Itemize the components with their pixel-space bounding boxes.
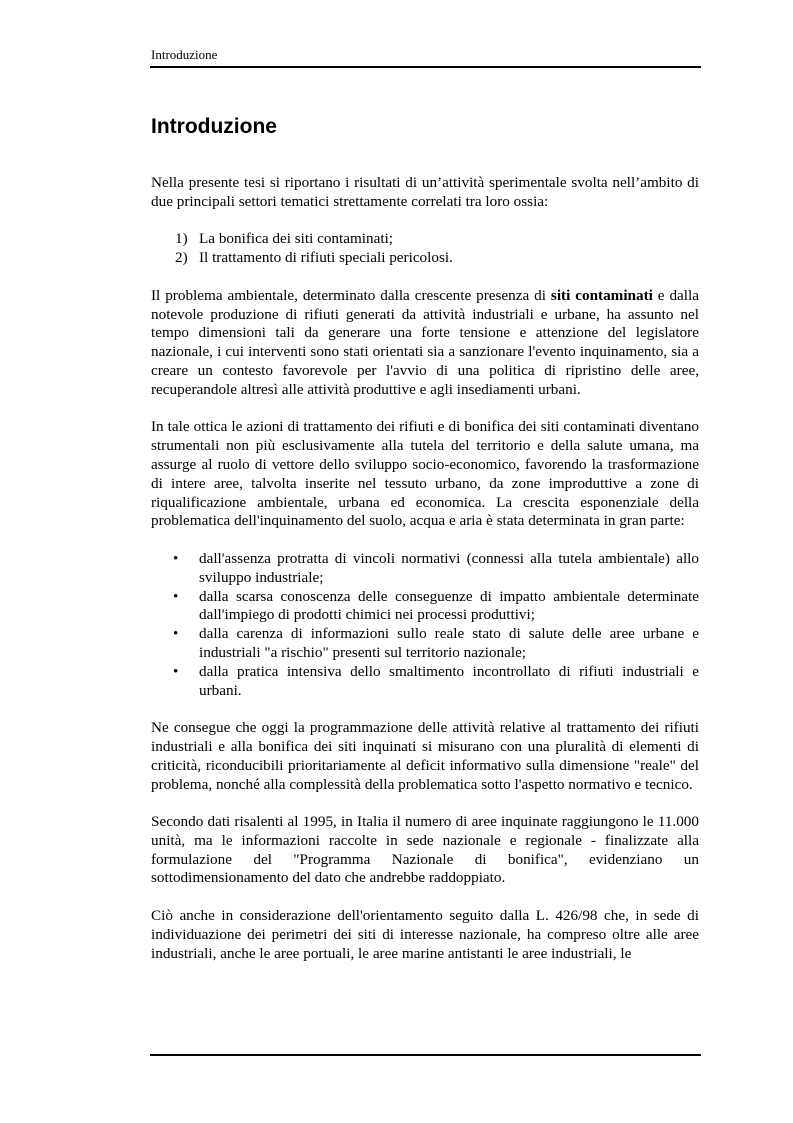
bullet-item <box>151 625 699 663</box>
running-header: Introduzione <box>151 47 218 62</box>
paragraph-text: e dalla notevole produzione di rifiuti generati da attività industriali e urbane, ha assunto nel tempo dimensioni tali da generare una forte tensione e attenzione del legislatore nazionale, i cui interventi sono stati orientati sia a sanzionare l'evento inquinamento, sia a creare un contesto favorevole per l'avvio di una politica di ripristino delle aree, recuperandole altresì alle attività produttive e agli insediamenti urbani. <box>151 286 699 398</box>
bullet-text: dall'assenza protratta di vincoli normativi (connessi alla tutela ambientale) allo sviluppo industriale; <box>199 549 699 586</box>
bullet-icon: • <box>173 587 179 605</box>
item-text: La bonifica dei siti contaminati; <box>199 230 394 248</box>
bullet-item <box>151 550 699 588</box>
bullet-item <box>151 663 699 701</box>
chapter-title: Introduzione <box>151 115 277 138</box>
paragraph-law-426: Ciò anche in considerazione dell'orientamento seguito dalla L. 426/98 che, in sede di individuazione dei perimetri dei siti di interesse nazionale, ha compreso oltre alle aree industriali, anche le aree portuali, le aree marine antistanti le aree industriali, le <box>151 907 699 962</box>
bullet-icon: • <box>173 549 179 567</box>
bullet-icon: • <box>173 662 179 680</box>
footer-rule <box>150 1054 701 1056</box>
paragraph-problem <box>151 287 699 400</box>
emphasis-term: siti contaminati <box>550 286 653 304</box>
paragraph-data-1995: Secondo dati risalenti al 1995, in Italia il numero di aree inquinate raggiungono le 11.000 unità, ma le informazioni raccolte in sede nazionale e regionale - finalizzate alla formulazione del "Programma Nazionale di bonifica", evidenziano un sottodimensionamento del dato che andrebbe raddoppiato. <box>151 813 699 887</box>
body-text <box>151 174 699 963</box>
paragraph-text: Il problema ambientale, determinato dalla crescente presenza di <box>151 286 551 304</box>
item-number: 2) <box>175 249 188 267</box>
item-text: Il trattamento di rifiuti speciali pericolosi. <box>199 249 453 267</box>
numbered-list <box>151 230 699 268</box>
bullet-text: dalla scarsa conoscenza delle conseguenze di impatto ambientale determinate dall'impiego di prodotti chimici nei processi produttivi; <box>199 587 699 624</box>
bullet-list <box>151 550 699 700</box>
header-rule <box>150 66 701 68</box>
bullet-text: dalla pratica intensiva dello smaltimento incontrollato di rifiuti industriali e urbani. <box>199 662 699 699</box>
numbered-item <box>151 230 699 249</box>
bullet-item <box>151 588 699 626</box>
intro-paragraph: Nella presente tesi si riportano i risultati di un’attività sperimentale svolta nell’ambito di due principali settori tematici strettamente correlati tra loro ossia: <box>151 174 699 210</box>
item-number: 1) <box>175 230 188 248</box>
paragraph-consequences: Ne consegue che oggi la programmazione delle attività relative al trattamento dei rifiuti industriali e alla bonifica dei siti inquinati si misurano con una pluralità di elementi di criticità, riconducibili prioritariamente al deficit informativo sulla dimensione "reale" del problema, nonché alla complessità della problematica sotto l'aspetto normativo e tecnico. <box>151 719 699 793</box>
numbered-item <box>151 249 699 268</box>
bullet-text: dalla carenza di informazioni sullo reale stato di salute delle aree urbane e industriali "a rischio" presenti sul territorio nazionale; <box>199 625 699 661</box>
paragraph-optics: In tale ottica le azioni di trattamento dei rifiuti e di bonifica dei siti contaminati diventano strumentali non più esclusivamente alla tutela del territorio e della salute umana, ma assurge al ruolo di vettore dello sviluppo socio-economico, favorendo la trasformazione di intere aree, talvolta inserite nel tessuto urbano, da zone improduttive a zone di riqualificazione ambientale, urbana ed economica. La crescita esponenziale della problematica dell'inquinamento del suolo, acqua e aria è stata determinata in gran parte: <box>151 418 699 530</box>
bullet-icon: • <box>173 625 179 643</box>
